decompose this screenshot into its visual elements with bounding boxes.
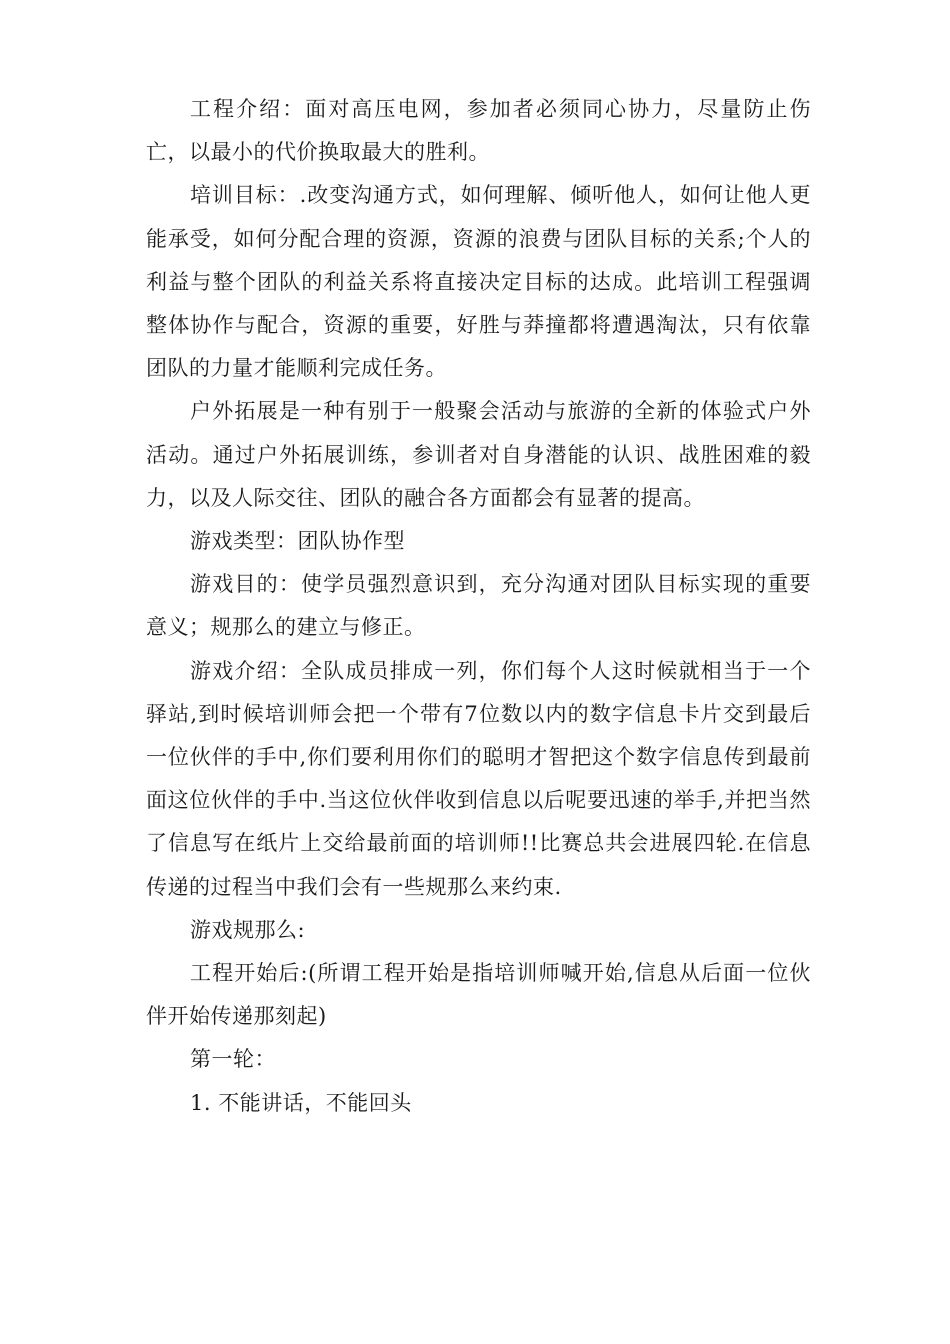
paragraph-outdoor-expansion: 户外拓展是一种有别于一般聚会活动与旅游的全新的体验式户外活动。通过户外拓展训练，参训者对自身潜能的认识、战胜困难的毅力，以及人际交往、团队的融合各方面都会有显著的提高。 <box>146 399 811 510</box>
paragraph-game-intro: 游戏介绍：全队成员排成一列，你们每个人这时候就相当于一个驿站,到时候培训师会把一个带有7位数以内的数字信息卡片交到最后一位伙伴的手中,你们要利用你们的聪明才智把这个数字信息传到最前面这位伙伴的手中.当这位伙伴收到信息以后呢要迅速的举手,并把当然了信息写在纸片上交给最前面的培训师!!比赛总共会进展四轮.在信息传递的过程当中我们会有一些规那么来约束. <box>146 658 811 899</box>
paragraph-project-start: 工程开始后:(所谓工程开始是指培训师喊开始,信息从后面一位伙伴开始传递那刻起) <box>146 961 811 1029</box>
paragraph-game-type: 游戏类型：团队协作型 <box>190 529 405 554</box>
paragraph-project-intro: 工程介绍：面对高压电网，参加者必须同心协力，尽量防止伤亡，以最小的代价换取最大的胜利。 <box>146 97 811 165</box>
paragraph-game-rules-heading: 游戏规那么: <box>190 917 306 942</box>
paragraph-round-one-heading: 第一轮： <box>190 1047 276 1072</box>
document-body <box>146 88 811 1125</box>
paragraph-game-purpose: 游戏目的：使学员强烈意识到，充分沟通对团队目标实现的重要意义；规那么的建立与修正。 <box>146 572 811 640</box>
paragraph-rule-item-1: 1. 不能讲话，不能回头 <box>190 1090 412 1115</box>
paragraph-training-goal: 培训目标：.改变沟通方式，如何理解、倾听他人，如何让他人更能承受，如何分配合理的资源，资源的浪费与团队目标的关系;个人的利益与整个团队的利益关系将直接决定目标的达成。此培训工程强调整体协作与配合，资源的重要，好胜与莽撞都将遭遇淘汰，只有依靠团队的力量才能顺利完成任务。 <box>146 183 811 381</box>
